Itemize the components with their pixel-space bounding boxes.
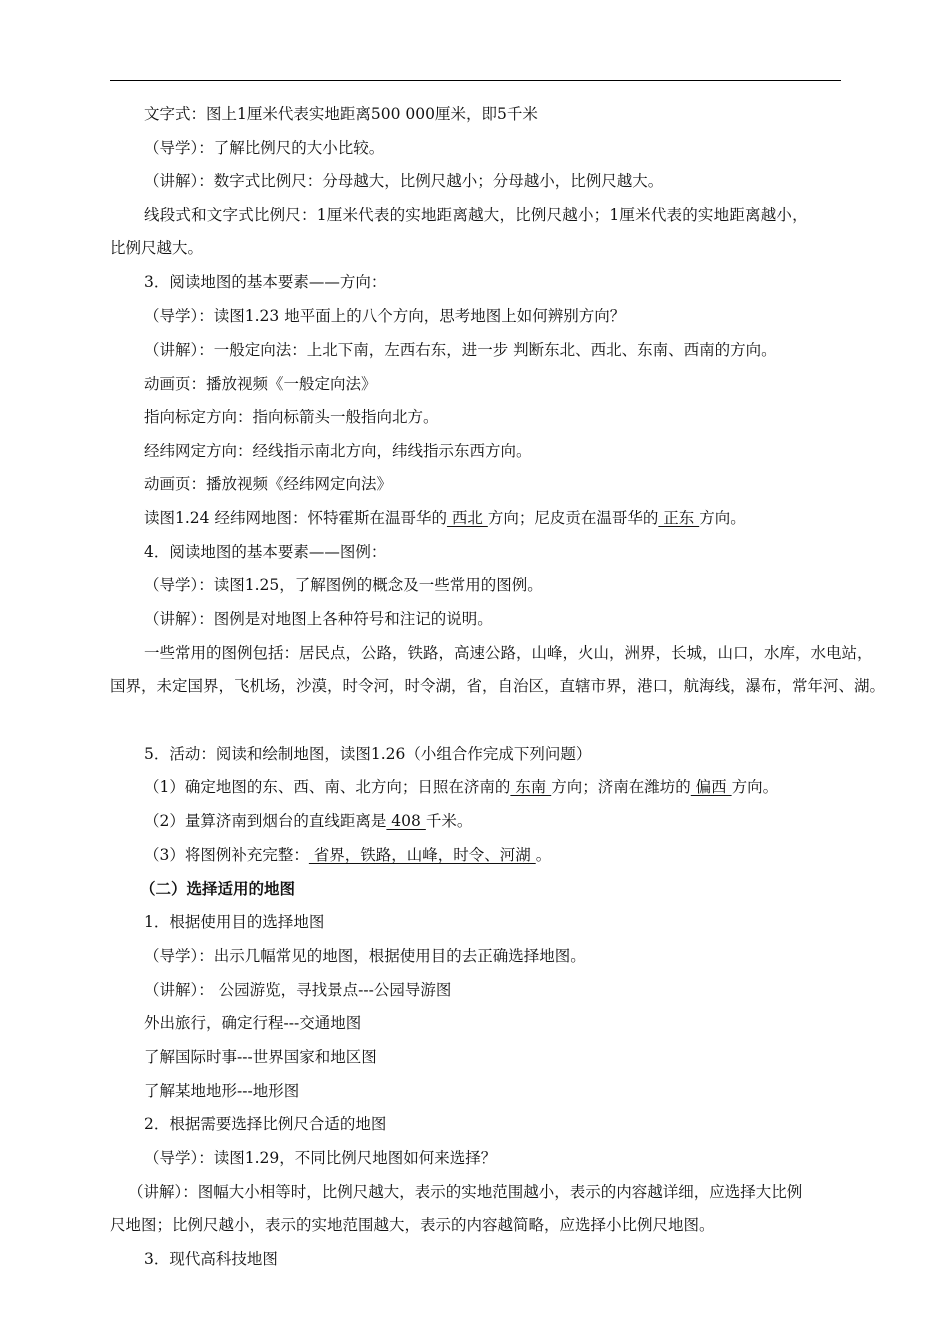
text-line: 1．根据使用目的选择地图 — [144, 913, 325, 931]
text-line: （导学）：读图1.23 地平面上的八个方向，思考地图上如何辨别方向？ — [144, 307, 626, 325]
text-line: 了解国际时事---世界国家和地区图 — [144, 1048, 377, 1066]
question-text: （3）将图例补充完整： — [144, 846, 309, 864]
text-line: 国界，未定国界，飞机场，沙漠，时令河，时令湖，省，自治区，直辖市界，港口，航海线，瀑布，常年河、湖。 — [110, 677, 886, 695]
text-line: （导学）：了解比例尺的大小比较。 — [144, 139, 385, 157]
text-line: （讲解）：图幅大小相等时，比例尺越大，表示的实地范围越小，表示的内容越详细，应选择大比例 — [128, 1183, 803, 1201]
text-line: 一些常用的图例包括：居民点，公路，铁路，高速公路，山峰，火山，洲界，长城，山口，水库，水电站， — [144, 644, 873, 662]
answer-blank: 西北 — [446, 509, 488, 527]
text-line: 了解某地地形---地形图 — [144, 1082, 300, 1100]
answer-blank: 偏西 — [690, 778, 732, 796]
text-line: （讲解）： 公园游览，寻找景点---公园导游图 — [144, 981, 452, 999]
text-line: 5．活动：阅读和绘制地图，读图1.26（小组合作完成下列问题） — [144, 745, 592, 763]
text-line: （导学）：读图1.29，不同比例尺地图如何来选择？ — [144, 1149, 497, 1167]
text-line: 动画页：播放视频《一般定向法》 — [144, 375, 377, 393]
text-line: （讲解）：数字式比例尺：分母越大，比例尺越小；分母越小，比例尺越大。 — [144, 172, 664, 190]
question-text: 方向；尼皮贡在温哥华的 — [487, 509, 659, 527]
text-line: （讲解）：图例是对地图上各种符号和注记的说明。 — [144, 610, 493, 628]
answer-blank: 省界，铁路，山峰，时令、河湖 — [308, 846, 536, 864]
text-line: （导学）：出示几幅常见的地图，根据使用目的去正确选择地图。 — [144, 947, 586, 965]
text-line: （讲解）：一般定向法：上北下南，左西右东，进一步 判断东北、西北、东南、西南的方向。 — [144, 341, 777, 359]
text-line: 尺地图；比例尺越小，表示的实地范围越大，表示的内容越简略，应选择小比例尺地图。 — [110, 1216, 715, 1234]
activity-question-1 — [144, 777, 884, 797]
answer-blank: 408 — [386, 812, 426, 830]
text-line: 3．现代高科技地图 — [144, 1250, 278, 1268]
text-line: 经纬网定方向：经线指示南北方向，纬线指示东西方向。 — [144, 442, 532, 460]
activity-question-3 — [144, 845, 884, 865]
header-rule — [110, 80, 841, 81]
question-text: 千米。 — [425, 812, 473, 830]
text-line: 动画页：播放视频《经纬网定向法》 — [144, 475, 393, 493]
answer-blank: 正东 — [658, 509, 700, 527]
answer-blank: 东南 — [510, 778, 552, 796]
text-line: 3．阅读地图的基本要素——方向： — [144, 273, 387, 291]
question-text: 读图1.24 经纬网地图：怀特霍斯在温哥华的 — [144, 509, 447, 527]
text-line: 4．阅读地图的基本要素——图例： — [144, 543, 387, 561]
text-line: 文字式：图上1厘米代表实地距离500 000厘米，即5千米 — [144, 105, 538, 123]
text-line: 外出旅行，确定行程---交通地图 — [144, 1014, 362, 1032]
text-line: （导学）：读图1.25，了解图例的概念及一些常用的图例。 — [144, 576, 543, 594]
text-line: 指向标定方向：指向标箭头一般指向北方。 — [144, 408, 439, 426]
question-text: 方向。 — [731, 778, 779, 796]
question-text: 方向。 — [699, 509, 746, 527]
section-heading: （二）选择适用的地图 — [140, 879, 296, 898]
question-1-24 — [144, 508, 884, 528]
text-line: 线段式和文字式比例尺：1厘米代表的实地距离越大，比例尺越小；1厘米代表的实地距离越小， — [144, 206, 808, 224]
activity-question-2 — [144, 811, 884, 831]
question-text: 方向；济南在潍坊的 — [551, 778, 691, 796]
question-text: （2）量算济南到烟台的直线距离是 — [144, 812, 387, 830]
text-line: 2．根据需要选择比例尺合适的地图 — [144, 1115, 387, 1133]
text-line: 比例尺越大。 — [110, 239, 204, 257]
question-text: （1）确定地图的东、西、南、北方向；日照在济南的 — [144, 778, 511, 796]
question-text: 。 — [535, 846, 552, 864]
